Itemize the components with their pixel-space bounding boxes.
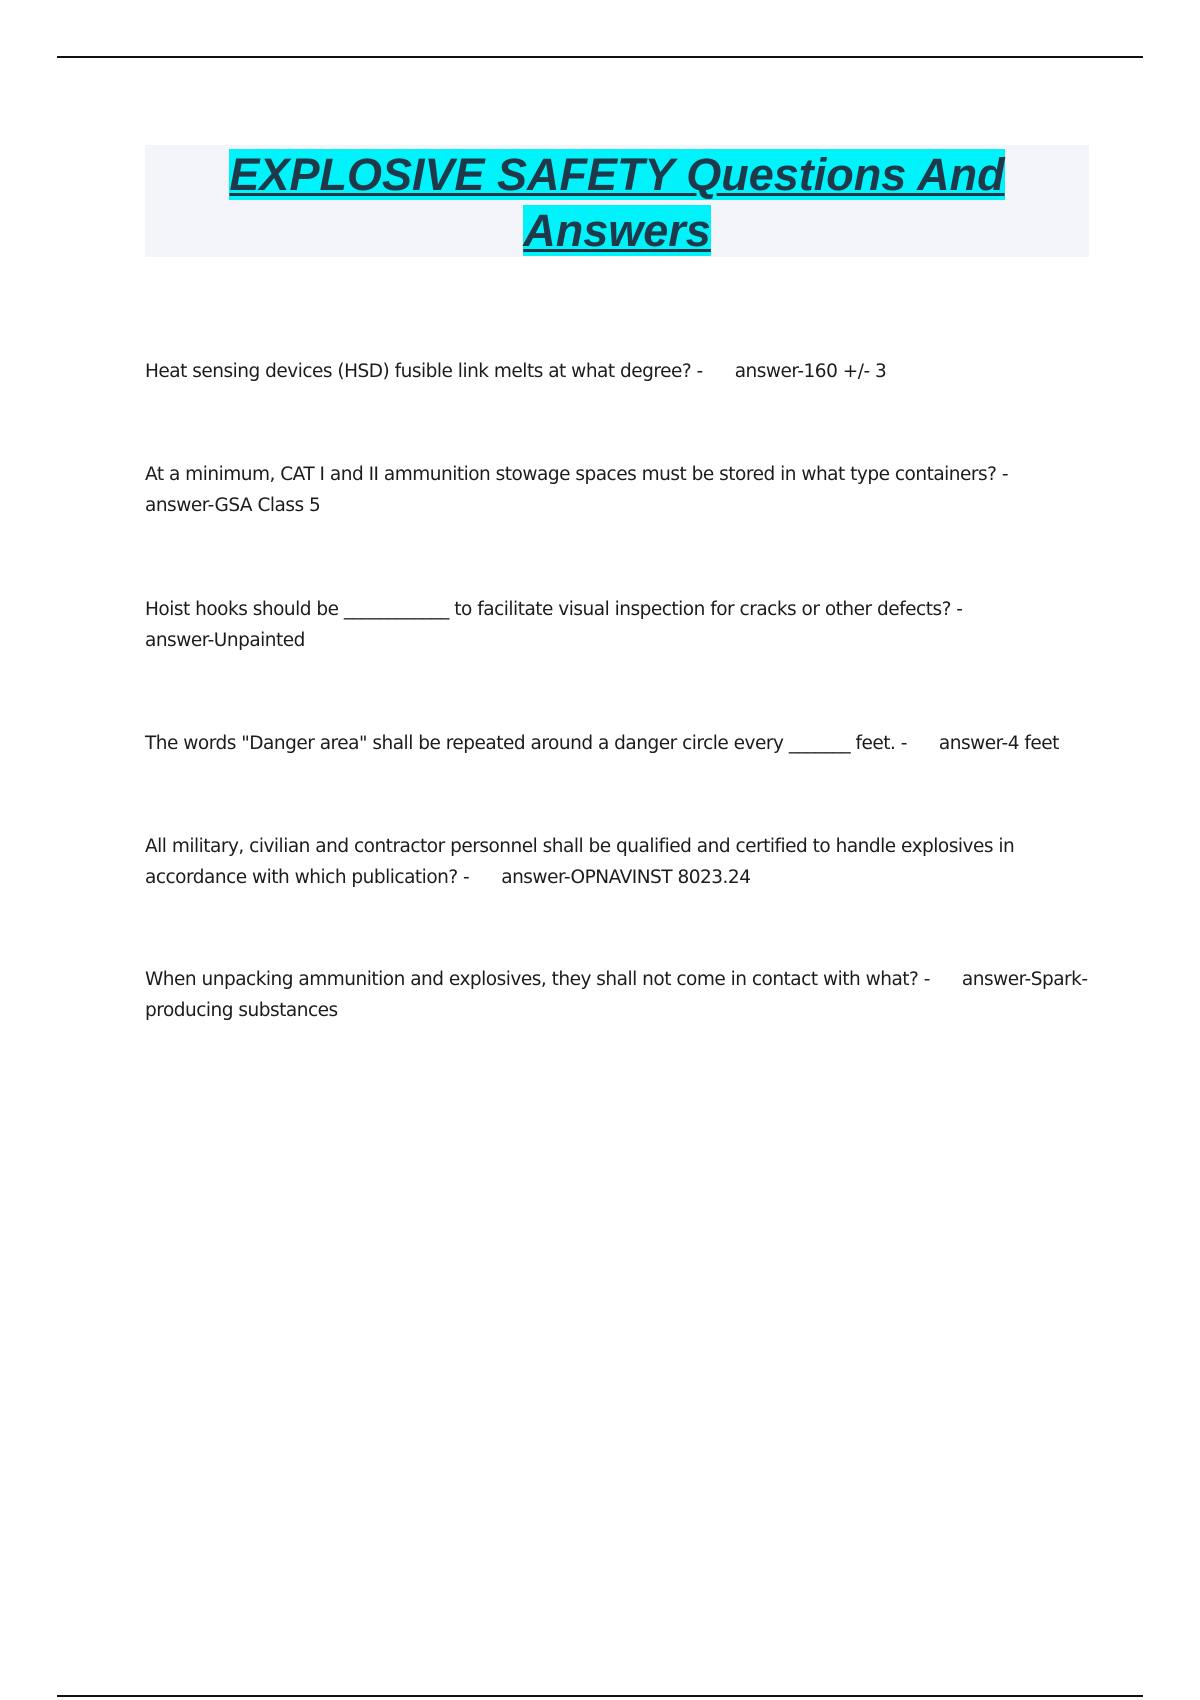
answer-3: answer-Unpainted (145, 630, 305, 651)
question-6: When unpacking ammunition and explosives, they shall not come in contact with what? - (145, 969, 930, 990)
answer-6: answer-Spark-producing substances (145, 969, 1088, 1021)
qa-item-6 (145, 964, 1095, 1026)
qa-item-1 (145, 356, 1095, 387)
qa-item-4 (145, 728, 1095, 759)
answer-4: answer-4 feet (938, 733, 1059, 754)
answer-5: answer-OPNAVINST 8023.24 (501, 867, 751, 888)
question-1: Heat sensing devices (HSD) fusible link melts at what degree? - (145, 361, 703, 382)
document-title (145, 145, 1089, 259)
qa-item-3 (145, 594, 1095, 656)
question-5: All military, civilian and contractor personnel shall be qualified and certified to handle explosives in accordance with which publication? - (145, 836, 1015, 888)
answer-1: answer-160 +/- 3 (734, 361, 887, 382)
answer-2: answer-GSA Class 5 (145, 495, 321, 516)
qa-item-5 (145, 831, 1095, 893)
qa-item-2 (145, 459, 1095, 521)
document-title-text: EXPLOSIVE SAFETY Questions And Answers (229, 149, 1005, 256)
title-banner (145, 145, 1089, 257)
top-rule (57, 56, 1143, 58)
question-4: The words "Danger area" shall be repeated around a danger circle every _______ feet. - (145, 733, 907, 754)
bottom-rule (57, 1695, 1143, 1697)
question-2: At a minimum, CAT I and II ammunition stowage spaces must be stored in what type containers? - (145, 464, 1009, 485)
question-3: Hoist hooks should be ____________ to facilitate visual inspection for cracks or other defects? - (145, 599, 963, 620)
